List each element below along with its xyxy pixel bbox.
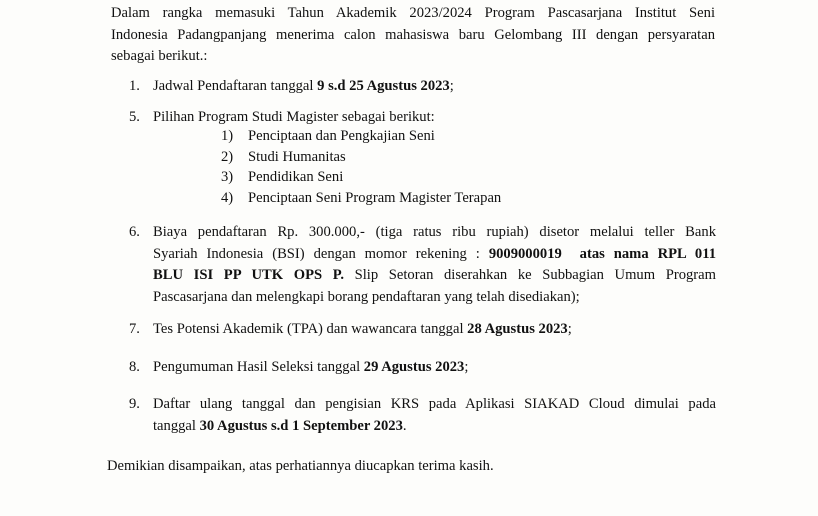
list-item-7 [129,319,716,341]
list-item-9 [129,394,716,437]
intro-line: Indonesia Padangpanjang menerima calon mahasiswa baru Gelombang III dengan persyaratan [111,26,715,43]
item-text: Syariah Indonesia (BSI) dengan momor rekening : [153,245,489,262]
study-program-list [221,126,501,208]
item-punct: ; [449,78,454,94]
item-number: 9. [129,396,140,412]
item-date: 28 Agustus 2023 [467,321,568,337]
item-line [153,265,716,287]
item-number: 1. [129,78,140,94]
item-line [153,244,716,266]
sub-label: Pendidikan Seni [248,169,344,185]
item-number: 7. [129,321,140,337]
item-text: Pilihan Program Studi Magister sebagai berikut: [153,109,435,125]
list-item [221,188,501,209]
item-date: 9 s.d 25 Agustus 2023 [317,78,450,94]
item-line: Daftar ulang tanggal dan pengisian KRS pada Aplikasi SIAKAD Cloud dimulai pada [153,396,716,412]
account-name: atas nama RPL 011 [561,245,716,262]
item-number: 5. [129,109,140,125]
item-text: Tes Potensi Akademik (TPA) dan wawancara tanggal [153,321,468,337]
item-line [153,416,716,438]
sub-number: 2) [221,148,234,165]
item-number: 8. [129,359,140,375]
sub-number: 1) [221,128,234,144]
sub-number: 4) [221,189,234,206]
intro-paragraph [111,3,715,68]
list-item-6 [129,222,716,308]
item-line: Biaya pendaftaran Rp. 300.000,- (tiga ratus ribu rupiah) disetor melalui teller Bank [153,224,716,240]
list-item [221,167,501,188]
item-date: 30 Agustus s.d 1 September 2023 [199,417,403,434]
account-number: 9009000019 [488,245,562,262]
item-text: Pengumuman Hasil Seleksi tanggal [153,359,364,375]
intro-line: Dalam rangka memasuki Tahun Akademik 2023/2024 Program Pascasarjana Institut Seni [111,5,715,21]
closing-sentence: Demikian disampaikan, atas perhatiannya diucapkan terima kasih. [107,458,494,474]
account-name: BLU ISI PP UTK OPS P. [153,267,344,283]
sub-label: Penciptaan Seni Program Magister Terapan [248,189,502,206]
sub-label: Penciptaan dan Pengkajian Seni [248,128,435,144]
sub-number: 3) [221,169,234,185]
item-text: Jadwal Pendaftaran tanggal [153,78,318,94]
list-item-8 [129,357,716,379]
sub-label: Studi Humanitas [248,148,346,165]
item-text: tanggal [153,417,200,434]
item-text: Slip Setoran diserahkan ke Subbagian Umum Program [343,267,716,283]
list-item-1 [129,76,716,98]
list-item [221,147,501,168]
item-line: Pascasarjana dan melengkapi borang pendaftaran yang telah disediakan); [153,288,580,305]
item-date: 29 Agustus 2023 [363,359,465,375]
list-item [221,126,501,147]
item-number: 6. [129,224,140,240]
item-punct: . [402,417,407,434]
intro-line: sebagai berikut.: [111,48,208,64]
item-punct: ; [567,321,572,337]
item-punct: ; [464,359,469,375]
